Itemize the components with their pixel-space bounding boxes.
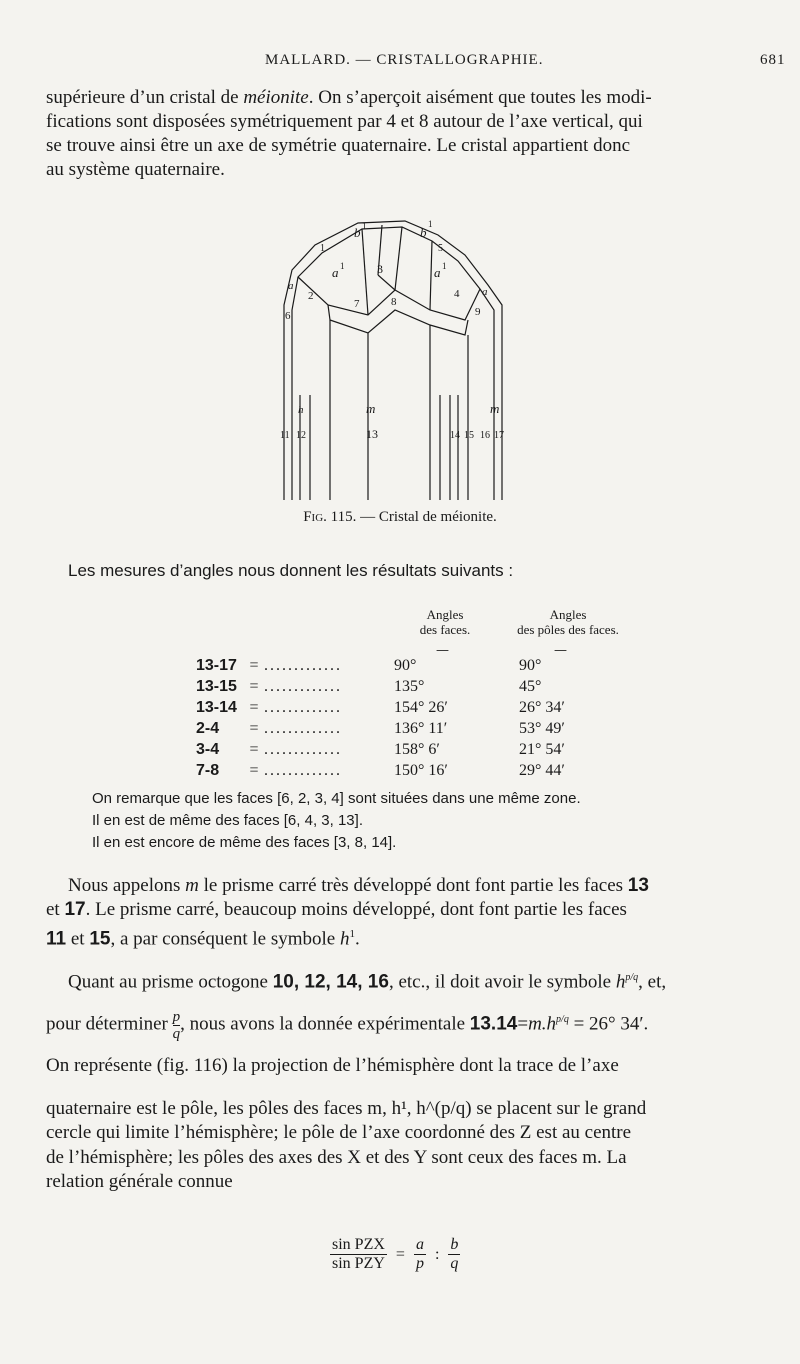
table-row: 2-4 = ............. 136° 11′ 53° 49′	[196, 719, 565, 737]
label-7: 7	[354, 298, 360, 310]
para3-line-1: Quant au prisme octogone 10, 12, 14, 16, etc., il doit avoir le symbole $h^{p/q}$, et,	[68, 971, 667, 993]
inner-outline	[292, 227, 494, 500]
label-4: 4	[454, 288, 460, 300]
label-11: 11	[280, 430, 290, 441]
label-13: 13	[366, 427, 378, 441]
label-b-left-sup: 1	[362, 221, 367, 231]
measurements-table	[196, 655, 609, 781]
label-9: 9	[475, 306, 481, 318]
label-12: 12	[296, 430, 306, 441]
remark-1: On remarque que les faces [6, 2, 3, 4] sont situées dans une même zone.	[92, 790, 581, 807]
label-m-right: m	[490, 401, 500, 416]
para1-line-3: se trouve ainsi être un axe de symétrie quaternaire. Le cristal appartient donc	[46, 135, 630, 156]
edge-10	[362, 229, 368, 315]
para2-line-3: 11 et 15, a par conséquent le symbole $h^1$.	[46, 928, 360, 950]
label-14: 14	[450, 430, 460, 441]
remark-3: Il en est encore de même des faces [3, 8, 14].	[92, 834, 397, 851]
label-b-right-sup: 1	[428, 219, 433, 229]
upper-ridge	[298, 277, 480, 320]
label-b-right: b	[420, 225, 427, 240]
formula: $\frac{\text{sin PZX}}{\text{sin PZY}}$ = $\frac{a}{p}$ : $\frac{b}{q}$	[332, 1236, 459, 1272]
label-b-left: b	[354, 225, 361, 240]
label-5: 5	[438, 243, 443, 254]
outline	[284, 221, 502, 500]
label-2: 2	[308, 290, 314, 302]
col-dash-2: —	[554, 643, 567, 658]
table-row: 13-17 = ............. 90° 90°	[196, 656, 542, 674]
para3-line-2: pour déterminer $\frac{p}{q}$ , nous avons la donnée expérimentale $13.14=m.h^{p/q} = 26^\circ$ 34′.	[46, 1008, 649, 1042]
running-header	[0, 52, 800, 76]
col-head-faces: Angles des faces.	[419, 607, 471, 637]
measurements-intro: Les mesures d’angles nous donnent les résultats suivants :	[68, 561, 514, 580]
para4-line-1: On représente (fig. 116) la projection de l’hémisphère dont la trace de l’axe	[46, 1055, 619, 1076]
label-a3-right: a	[482, 286, 488, 298]
edge-11	[395, 227, 402, 290]
crystal-edges	[284, 221, 502, 500]
crystal-figure	[270, 215, 520, 515]
paragraph-3	[46, 966, 746, 1042]
crystal-labels	[280, 219, 504, 441]
para2-line-2: et 17. Le prisme carré, beaucoup moins développé, dont font partie les faces	[46, 899, 627, 920]
para4-line-4: de l’hémisphère; les pôles des axes des X et des Y sont ceux des faces m. La	[46, 1146, 627, 1168]
label-1: 1	[320, 243, 325, 254]
col-dash-1: —	[436, 643, 449, 658]
label-a3-left: a	[288, 280, 294, 292]
lower-ridge	[328, 305, 468, 335]
label-16: 16	[480, 430, 490, 441]
header-title: MALLARD. — CRISTALLOGRAPHIE.	[265, 52, 544, 68]
label-3: 3	[377, 262, 383, 276]
fraction-b-q: $\frac{b}{q}$	[450, 1236, 459, 1272]
page-number: 681	[760, 52, 786, 68]
table-row: 3-4 = ............. 158° 6′ 21° 54′	[196, 740, 565, 758]
paragraph-4	[46, 1054, 746, 1195]
para1-line-2: fications sont disposées symétriquement par 4 et 8 autour de l’axe vertical, qui	[46, 111, 643, 132]
fraction-a-p: $\frac{a}{p}$	[415, 1236, 424, 1272]
label-a-left: a	[332, 265, 339, 280]
table-row: 13-14 = ............. 154° 26′ 26° 34′	[196, 698, 565, 716]
label-m-center: m	[366, 401, 376, 416]
table-row: 13-15 = ............. 135° 45°	[196, 677, 542, 695]
para1-line-1: supérieure d’un cristal de méionite. On s’aperçoit aisément que toutes les modi-	[46, 87, 652, 108]
label-17: 17	[494, 430, 504, 441]
figure-caption: Fig. 115. — Cristal de méionite.	[303, 509, 497, 525]
table-row: 7-8 = ............. 150° 16′ 29° 44′	[196, 761, 565, 779]
para4-line-5: relation générale connue	[46, 1171, 233, 1192]
paragraph-1	[46, 86, 746, 182]
label-a-left-sup: 1	[340, 261, 345, 271]
edge-14	[430, 241, 432, 310]
para2-line-1: Nous appelons m le prisme carré très développé dont font partie les faces 13	[68, 875, 649, 896]
label-15: 15	[464, 430, 474, 441]
label-8: 8	[391, 296, 397, 308]
fraction-sin: $\frac{\text{sin PZX}}{\text{sin PZY}}$	[332, 1236, 385, 1272]
label-h: h	[298, 404, 304, 416]
paragraph-2	[46, 874, 746, 951]
para1-line-4: au système quaternaire.	[46, 159, 225, 180]
para4-line-2: quaternaire est le pôle, les pôles des faces m, h¹, h^(p/q) se placent sur le grand	[46, 1097, 647, 1119]
para4-line-3: cercle qui limite l’hémisphère; le pôle de l’axe coordonné des Z est au centre	[46, 1122, 632, 1143]
col-head-poles: Angles des pôles des faces.	[517, 607, 619, 637]
label-6: 6	[285, 310, 291, 322]
label-a-right: a	[434, 265, 441, 280]
edge-13	[378, 275, 395, 290]
remark-2: Il en est de même des faces [6, 4, 3, 13].	[92, 812, 363, 829]
label-a-right-sup: 1	[442, 261, 447, 271]
crystal-drawing	[270, 215, 520, 515]
